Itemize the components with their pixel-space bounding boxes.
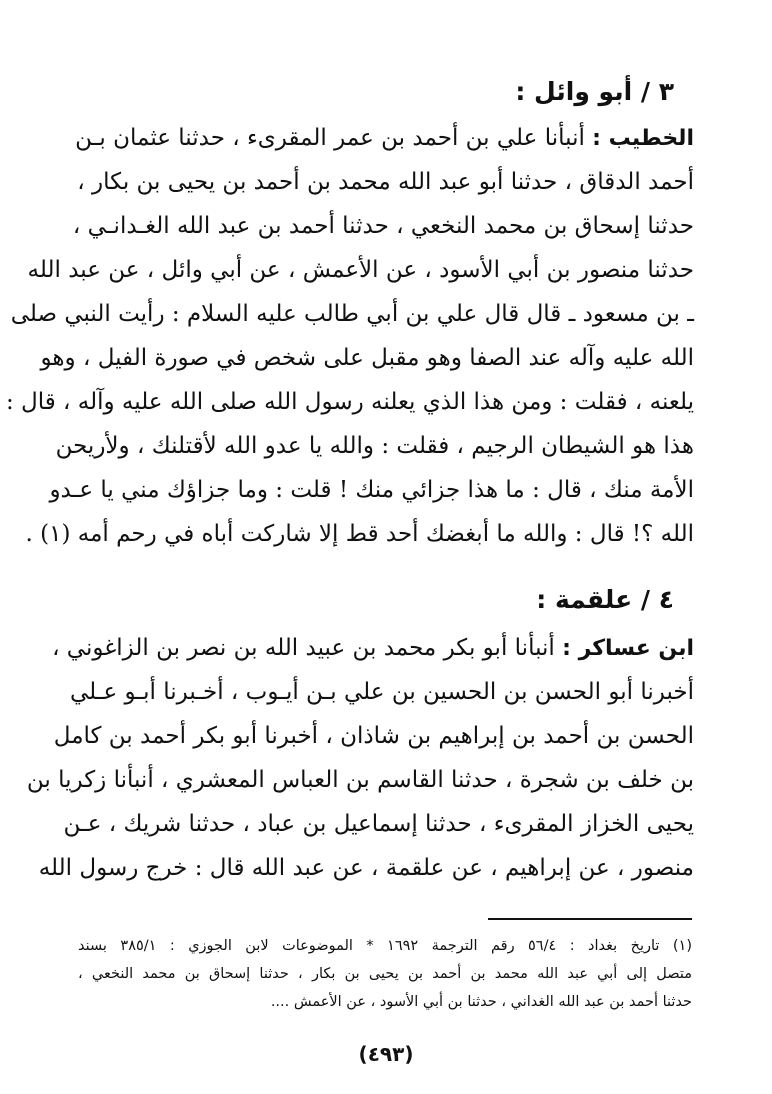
footnote-divider: [488, 918, 692, 920]
text-line: يحيى الخزاز المقرىء ، حدثنا إسماعيل بن عباد ، حدثنا شريك ، عـن: [63, 811, 694, 837]
text-line: منصور ، عن إبراهيم ، عن علقمة ، عن عبد الله قال : خرج رسول الله: [38, 855, 694, 881]
text-line: الله ؟! قال : والله ما أبغضك أحد قط إلا شاركت أباه في رحم أمه (١) .: [25, 521, 694, 547]
footnote-line: حدثنا أحمد بن عبد الله الغداني ، حدثنا بن أبي الأسود ، عن الأعمش ....: [270, 994, 692, 1010]
text-line: ابن عساكر : أنبأنا أبو بكر محمد بن عبيد الله بن نصر بن الزاغوني ،: [52, 635, 694, 661]
text-line: ـ بن مسعود ـ قال قال علي بن أبي طالب عليه السلام : رأيت النبي صلى: [10, 301, 694, 327]
text-line: أخبرنا أبو الحسن بن الحسين بن علي بـن أيـوب ، أخـبرنا أبـو عـلي: [69, 679, 694, 705]
text-line: يلعنه ، فقلت : ومن هذا الذي يعلنه رسول الله صلى الله عليه وآله ، قال :: [5, 389, 694, 415]
text-line: الله عليه وآله عند الصفا وهو مقبل على شخص في صورة الفيل ، وهو: [40, 345, 694, 371]
text-line: الخطيب : أنبأنا علي بن أحمد بن عمر المقرىء ، حدثنا عثمان بـن: [75, 125, 694, 151]
section-heading-abu-wail: ٣ / أبو وائل :: [515, 77, 674, 106]
text-line: حدثنا إسحاق بن محمد النخعي ، حدثنا أحمد بن عبد الله الغـدانـي ،: [72, 213, 694, 239]
section-heading-alqama: ٤ / علقمة :: [536, 585, 674, 614]
footnote-line: (١) تاريخ بغداد : ٥٦/٤ رقم الترجمة ١٦٩٢ * الموضوعات لابن الجوزي : ٣٨٥/١ بسند: [78, 938, 692, 954]
speaker-label: الخطيب :: [592, 126, 694, 151]
footnote-line: متصل إلى أبي عبد الله محمد بن أحمد بن يحيى بن بكار ، حدثنا إسحاق بن محمد النخعي ،: [78, 966, 692, 982]
text-line: بن خلف بن شجرة ، حدثنا القاسم بن العباس المعشري ، أنبأنا زكريا بن: [26, 767, 694, 793]
text-line: أحمد الدقاق ، حدثنا أبو عبد الله محمد بن أحمد بن يحيى بن بكار ،: [77, 169, 694, 195]
text-line: الحسن بن أحمد بن إبراهيم بن شاذان ، أخبرنا أبو بكر أحمد بن كامل: [53, 723, 694, 749]
page-number: (٤٩٣): [358, 1042, 414, 1066]
text-line: حدثنا منصور بن أبي الأسود ، عن الأعمش ، عن أبي وائل ، عن عبد الله: [27, 257, 694, 283]
text-line: الأمة منك ، قال : ما هذا جزائي منك ! قلت : وما جزاؤك مني يا عـدو: [49, 477, 694, 503]
text-line: هذا هو الشيطان الرجيم ، فقلت : والله يا عدو الله لأقتلنك ، ولأريحن: [55, 433, 694, 459]
speaker-label: ابن عساكر :: [562, 636, 694, 661]
